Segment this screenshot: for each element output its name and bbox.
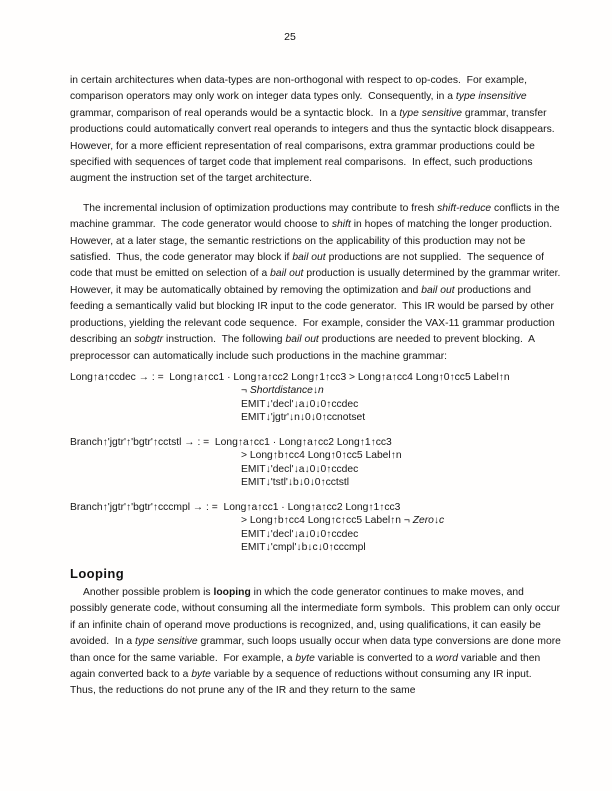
grammar-production-cccmpl (70, 501, 562, 555)
text-segment: bail out (285, 334, 319, 346)
grammar-production-cctstl (70, 436, 562, 490)
text-segment: shift (331, 219, 351, 231)
production-line (70, 449, 562, 463)
text-segment: in hopes of matching the longer production. However, at a later stage, the semantic restrictions on the applicability of this production may not be satisfied. Thus, the code generator may block if (70, 219, 558, 264)
text-segment: Another possible problem is (83, 586, 214, 598)
text-segment: word (435, 652, 459, 664)
text-segment: sobgtr (134, 334, 164, 346)
text-segment: bail out (421, 284, 455, 296)
text-segment: type insensitive (455, 91, 527, 103)
text-segment: type sensitive (135, 636, 198, 648)
text-segment: EMIT↓'decl'↓a↓0↓0↑ccdec (241, 528, 359, 540)
text-segment: The incremental inclusion of optimization productions may contribute to fresh (83, 202, 438, 214)
text-segment: conflicts in the machine grammar. The code generator would choose to (70, 202, 563, 231)
text-segment: bail out (292, 252, 326, 264)
text-segment: EMIT↓'decl'↓a↓0↓0↑ccdec (241, 463, 359, 475)
production-line (70, 463, 562, 477)
production-line (70, 436, 562, 450)
text-segment: byte (295, 652, 315, 664)
text-segment: EMIT↓'jgtr'↓n↓0↓0↑ccnotset (241, 412, 366, 424)
text-segment: in which the code generator continues to make moves, and possibly generate code, without consuming all the intermediate form symbols. This problem can only occur if an infinite chain of operand move productions is recognized, and, using qualifications, it can easily be avoided. In a (70, 586, 563, 648)
paragraph-looping (70, 585, 562, 700)
paragraph-bail-out (70, 201, 567, 365)
production-line (70, 476, 562, 490)
text-segment: shift-reduce (437, 202, 492, 214)
text-segment: grammar, comparison of real operands would be a syntactic block. In a (70, 91, 530, 119)
text-segment: in certain architectures when data-types are non-orthogonal with respect to op-codes. For example, comparison operators may only work on integer data types only. Consequently, in a (70, 75, 530, 103)
production-line (70, 514, 562, 528)
text-segment: Zero↓c (412, 515, 445, 527)
production-line (70, 384, 562, 398)
text-segment: > Long↑b↑cc4 Long↑0↑cc5 Label↑n (241, 450, 402, 462)
text-segment: Branch↑'jgtr'↑'bgtr'↑cccmpl → : = Long↑a↑cc1 · Long↑a↑cc2 Long↑1↑cc3 (70, 501, 401, 513)
text-segment: grammar, such loops usually occur when data type conversions are done more than once for the same variable. For example, a (70, 636, 564, 664)
text-segment: production is usually determined by the grammar writer. However, it may be automatically obtained by removing the optimization and (70, 268, 567, 296)
production-line (70, 411, 562, 425)
text-segment: EMIT↓'decl'↓a↓0↓0↑ccdec (241, 398, 359, 410)
text-segment: productions and feeding a semantically valid but blocking IR input to the code generator. This IR would be parsed by other productions, yielding the relevant code sequence. For example, consider the VAX-11 grammar production describing an (70, 284, 558, 346)
text-segment: instruction. The following (163, 334, 286, 346)
grammar-production-ccdec (70, 371, 562, 425)
text-segment: ¬ (241, 385, 250, 397)
text-segment: grammar, transfer productions could automatically convert real operands to integers and thus the syntactic block disappears. However, for a more efficient representation of real comparisons, extra grammar productions could be specified with sequences of target code that implement real comparisons. In effect, such productions augment the instruction set of the target architecture. (70, 107, 561, 185)
production-line (70, 541, 562, 555)
production-line (70, 398, 562, 412)
text-segment: productions are not supplied. The sequence of code that must be emitted on selection of a (70, 252, 547, 280)
text-segment: EMIT↓'cmpl'↓b↓c↓0↑cccmpl (241, 542, 366, 554)
section-heading-looping: Looping (70, 565, 125, 581)
text-segment: variable is converted to a (314, 652, 436, 664)
text-segment: Long↑a↑ccdec → : = Long↑a↑cc1 · Long↑a↑cc2 Long↑1↑cc3 > Long↑a↑cc4 Long↑0↑cc5 Label↑n (70, 371, 510, 383)
paragraph-continuation (70, 73, 562, 188)
text-segment: variable by a sequence of reductions without consuming any IR input. Thus, the reductions do not prune any of the IR and they return to the same (70, 668, 538, 697)
production-line (70, 501, 562, 515)
production-line (70, 371, 562, 385)
text-segment: byte (191, 668, 211, 680)
text-segment: type sensitive (399, 107, 463, 119)
text-segment: > Long↑b↑cc4 Long↑c↑cc5 Label↑n ¬ (241, 515, 413, 527)
text-segment: bail out (270, 268, 304, 280)
text-segment: Shortdistance↓n (249, 385, 324, 397)
text-segment: Branch↑'jgtr'↑'bgtr'↑cctstl → : = Long↑a↑cc1 · Long↑a↑cc2 Long↑1↑cc3 (70, 436, 392, 448)
production-line (70, 528, 562, 542)
text-segment: productions are needed to prevent blocking. A preprocessor can automatically include such productions in the machine grammar: (70, 334, 538, 362)
text-segment: variable and then again converted back to a (70, 652, 544, 680)
page-content (70, 73, 567, 700)
text-segment: EMIT↓'tstl'↓b↓0↓0↑cctstl (241, 477, 350, 489)
page-number: 25 (284, 31, 296, 43)
text-segment: looping (213, 586, 251, 598)
